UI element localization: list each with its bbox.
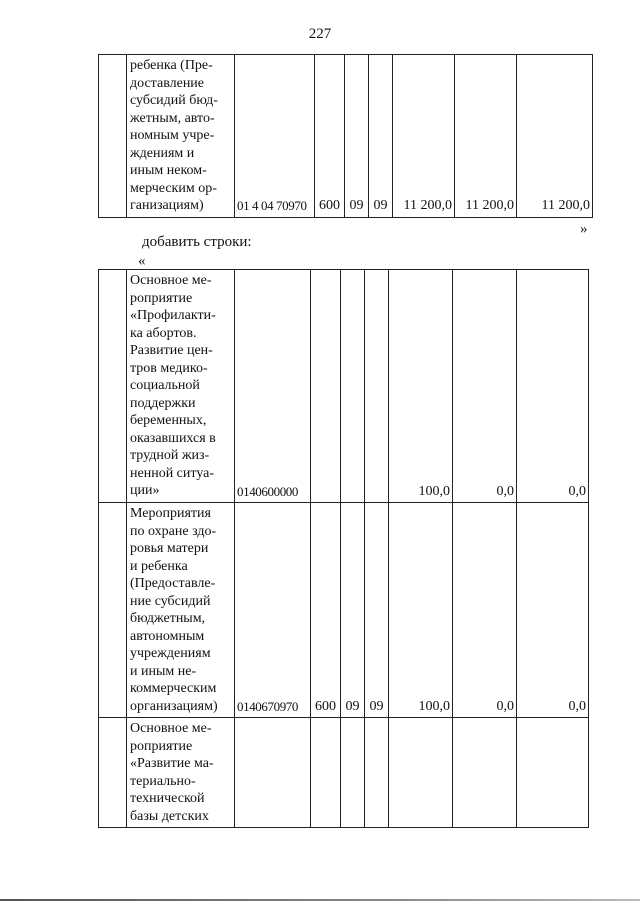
target-code-cell: 01 4 04 70970 — [235, 55, 315, 218]
amount-cell-1 — [389, 718, 453, 828]
section-cell — [341, 718, 365, 828]
description-line: трудной жиз- — [130, 448, 210, 463]
description-line: базы детских — [130, 808, 209, 824]
description-line: «Развитие ма- — [130, 756, 214, 771]
section-cell — [341, 270, 365, 503]
expense-type-cell: 600 — [315, 55, 345, 218]
description-cell — [127, 55, 235, 218]
description-cell — [127, 718, 235, 828]
description-line: бюджетным, — [130, 611, 206, 626]
subsection-cell: 09 — [365, 503, 389, 718]
table-row — [99, 270, 589, 503]
page-number: 227 — [308, 26, 332, 42]
description-line: коммерческим — [130, 681, 217, 696]
description-line: мерческим ор- — [130, 180, 217, 196]
amount-cell-2: 0,0 — [453, 270, 517, 503]
amount-cell-3: 0,0 — [517, 503, 589, 718]
description-line: ребенка (Пре- — [130, 58, 213, 73]
amount-cell-2: 0,0 — [453, 503, 517, 718]
description-line: субсидий бюд- — [130, 93, 218, 108]
row-marker-cell — [99, 718, 127, 828]
expense-type-cell — [311, 718, 341, 828]
description-line: Основное ме- — [130, 721, 212, 736]
description-line: и иным не- — [130, 663, 197, 679]
expense-type-cell — [311, 270, 341, 503]
description-line: номным учре- — [130, 128, 215, 143]
opening-quote: « — [138, 253, 146, 269]
row-marker-cell — [99, 270, 127, 503]
table-row — [99, 55, 593, 218]
description-line: ка абортов. — [130, 325, 197, 341]
amount-cell-3: 0,0 — [517, 270, 589, 503]
description-line: ганизациям) — [130, 198, 204, 213]
row-marker-cell — [99, 503, 127, 718]
description-line: роприятие — [130, 290, 193, 306]
budget-table-bottom — [98, 269, 589, 828]
description-line: ции» — [130, 483, 160, 498]
subsection-cell — [365, 270, 389, 503]
subsection-cell — [365, 718, 389, 828]
table-row — [99, 503, 589, 718]
amount-cell-1: 100,0 — [389, 270, 453, 503]
closing-quote: » — [580, 221, 588, 237]
subsection-cell: 09 — [369, 55, 393, 218]
description-line: роприятие — [130, 738, 193, 754]
description-line: автономным — [130, 628, 205, 644]
description-line: и ребенка — [130, 558, 188, 574]
description-cell — [127, 503, 235, 718]
budget-table-top — [98, 54, 593, 218]
description-line: териально- — [130, 773, 196, 789]
description-line: иным неком- — [130, 163, 207, 178]
description-line: социальной — [130, 378, 200, 393]
table-row — [99, 718, 589, 828]
amount-cell-1: 100,0 — [389, 503, 453, 718]
target-code-cell — [235, 718, 311, 828]
description-line: технической — [130, 791, 205, 806]
amount-cell-2: 11 200,0 — [455, 55, 517, 218]
description-line: организациям) — [130, 698, 218, 714]
target-code-cell: 0140670970 — [235, 503, 311, 718]
amount-cell-2 — [453, 718, 517, 828]
description-line: ние субсидий — [130, 593, 211, 609]
expense-type-cell: 600 — [311, 503, 341, 718]
amount-cell-1: 11 200,0 — [393, 55, 455, 218]
description-line: тров медико- — [130, 360, 208, 376]
description-line: Развитие цен- — [130, 343, 213, 358]
description-line: оказавшихся в — [130, 430, 216, 446]
amount-cell-3 — [517, 718, 589, 828]
section-cell: 09 — [341, 503, 365, 718]
description-line: ждениям и — [130, 145, 195, 161]
description-line: беременных, — [130, 413, 207, 428]
description-line: (Предоставле- — [130, 576, 216, 591]
description-line: учреждениям — [130, 646, 211, 661]
description-line: ровья матери — [130, 541, 209, 556]
description-line: «Профилакти- — [130, 308, 216, 323]
description-line: Мероприятия — [130, 506, 211, 521]
amount-cell-3: 11 200,0 — [517, 55, 593, 218]
description-line: жетным, авто- — [130, 110, 215, 126]
description-line: ненной ситуа- — [130, 465, 215, 481]
section-cell: 09 — [345, 55, 369, 218]
row-marker-cell — [99, 55, 127, 218]
target-code-cell: 0140600000 — [235, 270, 311, 503]
description-line: по охране здо- — [130, 523, 217, 539]
page-footer-rule — [0, 899, 640, 901]
add-rows-instruction: добавить строки: — [142, 234, 252, 250]
description-cell — [127, 270, 235, 503]
description-line: Основное ме- — [130, 273, 212, 288]
description-line: поддержки — [130, 395, 196, 411]
description-line: доставление — [130, 75, 205, 91]
